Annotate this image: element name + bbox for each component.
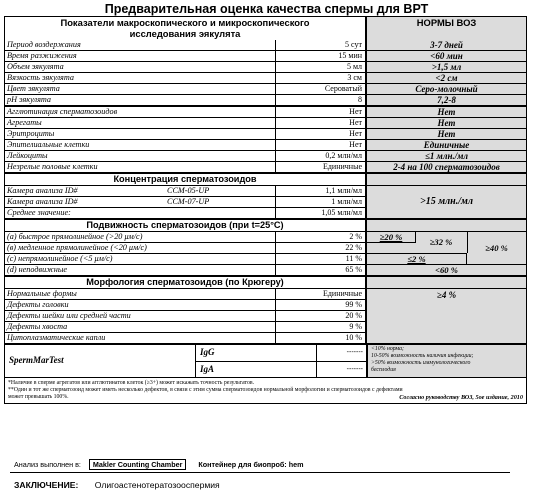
chamber-code: CCM-07-UP	[167, 197, 210, 206]
row-value: Нет	[275, 140, 365, 150]
row-norm: Серо-молочный	[365, 84, 526, 94]
row-label: Среднее значение:	[7, 208, 71, 217]
row-label: Вязкость эякулята	[7, 73, 74, 82]
row-label: pH эякулята	[7, 95, 51, 104]
row-label: Нормальные формы	[7, 289, 77, 298]
table-row	[5, 94, 526, 105]
row-norm: >1,5 мл	[365, 62, 526, 72]
morphology-header-row	[5, 275, 526, 288]
mar-values	[195, 345, 366, 377]
morphology-header: Морфология сперматозоидов (по Крюгеру)	[86, 277, 284, 287]
row-value: Сероватый	[275, 84, 365, 94]
igg-label: IgG	[200, 347, 215, 357]
table-row	[5, 72, 526, 83]
iga-value: -------	[316, 362, 366, 377]
table-row	[5, 139, 526, 150]
table-row	[5, 50, 526, 61]
norm-ab: ≥32 %	[415, 232, 468, 253]
table-row	[5, 150, 526, 161]
chamber-code: CCM-05-UP	[167, 186, 210, 195]
row-value: 0,2 млн/мл	[275, 151, 365, 161]
row-value: 1 млн/мл	[275, 197, 365, 207]
morphology-section	[5, 288, 526, 343]
conclusion-value: Олигоастенотератозооспермия	[94, 480, 220, 490]
concentration-header-norm-cell	[365, 174, 526, 185]
micro-section	[5, 105, 526, 172]
table-row	[5, 299, 365, 310]
row-norm: ≤1 млн./мл	[365, 151, 526, 161]
row-value: 20 %	[275, 311, 365, 321]
morphology-header-norm-cell	[365, 277, 526, 288]
table-row	[5, 232, 365, 242]
conclusion-label: ЗАКЛЮЧЕНИЕ:	[14, 480, 79, 490]
row-label: Камера анализа ID#	[7, 186, 78, 195]
table-row	[5, 107, 526, 117]
row-value: 22 %	[275, 243, 365, 253]
analysis-chamber: Makler Counting Chamber	[89, 459, 186, 470]
analysis-line	[14, 460, 303, 469]
table-row	[5, 253, 365, 264]
row-label: Объем эякулята	[7, 62, 64, 71]
mar-norm	[366, 345, 526, 377]
conclusion-line	[14, 480, 220, 490]
mar-norm-line: бесплодия	[371, 367, 396, 373]
footnote-text: может превышать 100%.	[8, 394, 69, 400]
table-row	[5, 83, 526, 94]
table-row	[5, 196, 365, 207]
report-table	[4, 16, 527, 404]
morphology-rows	[5, 289, 365, 343]
row-label: Период воздержания	[7, 40, 81, 49]
row-value: 99 %	[275, 300, 365, 310]
table-row	[5, 40, 526, 50]
norm-c: ≤2 %	[367, 253, 467, 264]
row-value: 11 %	[275, 254, 365, 264]
footnotes	[5, 377, 526, 403]
row-label: (a) быстрое прямолинейное (>20 μм/с)	[7, 232, 143, 241]
table-row	[5, 161, 526, 172]
row-label: Агрегаты	[7, 118, 42, 127]
row-label: Дефекты хвоста	[7, 322, 68, 331]
header-left	[5, 17, 365, 40]
footnote-line: **Один и тот же сперматозоид может иметь несколько дефектов, в связи с этим сумма сперматозоидов нормальной морфологии и сперматозоидов с дефектами	[8, 387, 403, 393]
motility-rows	[5, 232, 365, 275]
table-row	[5, 186, 365, 196]
row-norm: 3-7 дней	[365, 40, 526, 50]
motility-section	[5, 231, 526, 275]
mar-label: SpermMarTest	[9, 355, 64, 365]
table-row	[5, 61, 526, 72]
row-label: Эритроциты	[7, 129, 55, 138]
row-label: (d) неподвижные	[7, 265, 68, 274]
row-norm: Нет	[365, 118, 526, 128]
table-row	[5, 117, 526, 128]
motility-header-norm-cell	[365, 220, 526, 231]
table-row	[196, 345, 366, 362]
row-norm: 2-4 на 100 сперматозоидов	[365, 162, 526, 172]
footnote-line: *Наличие в сперме агрегатов или агглютинатов клеток (≥3+) может искажать точность результатов.	[8, 380, 255, 386]
concentration-header: Концентрация сперматозоидов	[113, 174, 257, 184]
row-label: (в) медленное прямолинейное (<20 μм/с)	[7, 243, 147, 252]
concentration-section	[5, 185, 526, 218]
row-value: Нет	[275, 107, 365, 117]
norm-abc: ≥40 %	[485, 243, 508, 253]
norm-d: <60 %	[367, 264, 526, 276]
row-norm: <60 мин	[365, 51, 526, 61]
row-value: Единичные	[275, 289, 365, 299]
row-label: Цитоплазматические капли	[7, 333, 106, 342]
row-value: 3 см	[275, 73, 365, 83]
row-value: 8	[275, 95, 365, 105]
row-value: 5 мл	[275, 62, 365, 72]
row-value: Нет	[275, 118, 365, 128]
concentration-norm: >15 млн./мл	[365, 186, 526, 218]
container-label: Контейнер для биопроб: hem	[198, 460, 304, 469]
row-norm: <2 см	[365, 73, 526, 83]
mar-norm-line: 10-50% возможность наличия инфекции;	[371, 353, 474, 359]
row-label: Цвет эякулята	[7, 84, 60, 93]
mar-section	[5, 343, 526, 377]
row-value: 9 %	[275, 322, 365, 332]
row-label: (c) непрямолинейное (<5 μм/с)	[7, 254, 113, 263]
row-norm: Единичные	[365, 140, 526, 150]
table-row	[5, 310, 365, 321]
table-row	[5, 128, 526, 139]
table-row	[5, 332, 365, 343]
macro-section	[5, 40, 526, 105]
analysis-label: Анализ выполнен в:	[14, 460, 81, 469]
row-norm: Нет	[365, 129, 526, 139]
concentration-rows	[5, 186, 365, 218]
motility-header: Подвижность сперматозоидов (при t=25°C)	[86, 220, 284, 230]
mar-norm-line: >50% возможность иммунологического	[371, 360, 471, 366]
table-row	[5, 321, 365, 332]
row-value: 2 %	[275, 232, 365, 242]
row-label: Незрелые половые клетки	[7, 162, 98, 171]
row-value: Нет	[275, 129, 365, 139]
footnote-line	[8, 394, 523, 401]
header-left-line2: исследования эякулята	[129, 28, 241, 39]
table-row	[5, 289, 365, 299]
header-left-line1: Показатели макроскопического и микроскопического	[60, 17, 310, 28]
who-reference: Согласно руководству ВОЗ, 5ое издание, 2010	[399, 394, 523, 401]
row-value: 10 %	[275, 333, 365, 343]
row-norm: 7,2-8	[365, 95, 526, 105]
igg-value: -------	[316, 345, 366, 361]
mar-norm-line: <10% норма;	[371, 346, 404, 352]
norm-a: ≥20 %	[367, 232, 416, 243]
chamber-code	[165, 208, 275, 218]
table-row	[196, 362, 366, 377]
motility-header-row	[5, 218, 526, 231]
motility-norms	[365, 232, 526, 275]
row-label: Время разжижения	[7, 51, 77, 60]
morphology-norm: ≥4 %	[365, 289, 526, 343]
table-row	[5, 207, 365, 218]
row-value: 15 мин	[275, 51, 365, 61]
row-value: 1,1 млн/мл	[275, 186, 365, 196]
row-label: Камера анализа ID#	[7, 197, 78, 206]
row-value: Единичные	[275, 162, 365, 172]
row-label: Агглютинация сперматозоидов	[7, 107, 118, 116]
row-label: Дефекты шейки или средней части	[7, 311, 131, 320]
concentration-header-row	[5, 172, 526, 185]
row-label: Эпителиальные клетки	[7, 140, 90, 149]
table-header	[5, 17, 526, 40]
page-title: Предварительная оценка качества спермы для ВРТ	[104, 2, 429, 16]
row-norm: Нет	[365, 107, 526, 117]
row-label: Дефекты головки	[7, 300, 69, 309]
table-row	[5, 264, 365, 275]
row-value: 65 %	[275, 265, 365, 275]
divider	[10, 472, 510, 473]
table-row	[5, 242, 365, 253]
header-norms: НОРМЫ ВОЗ	[365, 17, 526, 40]
row-value: 5 сут	[275, 40, 365, 50]
row-label: Лейкоциты	[7, 151, 48, 160]
iga-label: IgA	[200, 364, 215, 374]
row-value: 1,05 млн/мл	[275, 208, 365, 218]
